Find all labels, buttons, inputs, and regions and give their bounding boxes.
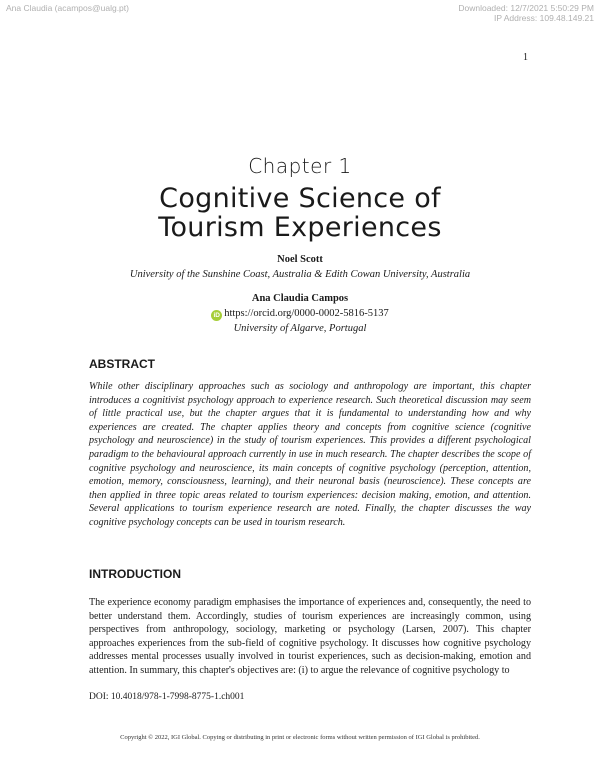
page-number: 1 (523, 52, 528, 63)
download-watermark-user: Ana Claudia (acampos@ualg.pt) (6, 3, 129, 13)
author-affiliation-2: University of Algarve, Portugal (233, 323, 367, 334)
abstract-text: While other disciplinary approaches such as sociology and anthropology are important, this chapter introduces a cognitivist psychology approach to experience research. Such theoretical discussion may seem of little practical use, but the chapter argues that it is fundamental to understanding how and why experiences are created. The chapter applies theory and concepts from cognitive science (cognitive psychology and neuroscience) in the study of tourism experiences. This provides a different psychological paradigm to the behavioural approach currently in use in much research. The chapter describes the scope of cognitive psychology and neuroscience, its main concepts of cognitive psychology (perception, attention, emotion, memory, consciousness, learning), and their neuronal basis (neuroscience). These concepts are then applied in three topic areas related to tourism experiences: decision making, emotion, and attention. Several applications to tourism experience research are noted. Finally, the chapter discusses the way cognitive psychology concepts can be used in tourism research. (89, 381, 531, 528)
introduction-heading: INTRODUCTION (89, 567, 181, 581)
download-watermark-info (458, 3, 594, 23)
author-name-1: Noel Scott (277, 254, 323, 265)
orcid-line (0, 308, 600, 321)
copyright-notice: Copyright © 2022, IGI Global. Copying or distributing in print or electronic forms without written permission of IGI Global is prohibited. (120, 734, 480, 741)
chapter-label: Chapter 1 (248, 154, 352, 178)
author-name-2: Ana Claudia Campos (251, 293, 349, 304)
introduction-text: The experience economy paradigm emphasises the importance of experiences and, consequently, the need to better understand them. Accordingly, studies of tourism experiences are increasingly common, using perspectives from anthropology, sociology, marketing or psychology (Larsen, 2007). This chapter approaches experiences from the sub-field of cognitive psychology. It discusses how cognitive psychology addresses mental processes usually involved in tourist experiences, such as decision-making, emotion and attention. In summary, this chapter's objectives are: (i) to argue the relevance of cognitive psychology to (89, 597, 531, 676)
ip-address: IP Address: 109.48.149.21 (493, 13, 594, 23)
chapter-title (0, 184, 600, 242)
doi: DOI: 10.4018/978-1-7998-8775-1.ch001 (89, 692, 245, 702)
chapter-title-line-2: Tourism Experiences (158, 212, 442, 243)
author-affiliation-1: University of the Sunshine Coast, Australia & Edith Cowan University, Australia (129, 269, 471, 280)
orcid-icon: iD (211, 310, 222, 321)
abstract-heading: ABSTRACT (89, 357, 155, 371)
chapter-title-line-1: Cognitive Science of (159, 183, 441, 214)
download-date: Downloaded: 12/7/2021 5:50:29 PM (458, 3, 594, 13)
orcid-link[interactable]: https://orcid.org/0000-0002-5816-5137 (224, 308, 389, 319)
